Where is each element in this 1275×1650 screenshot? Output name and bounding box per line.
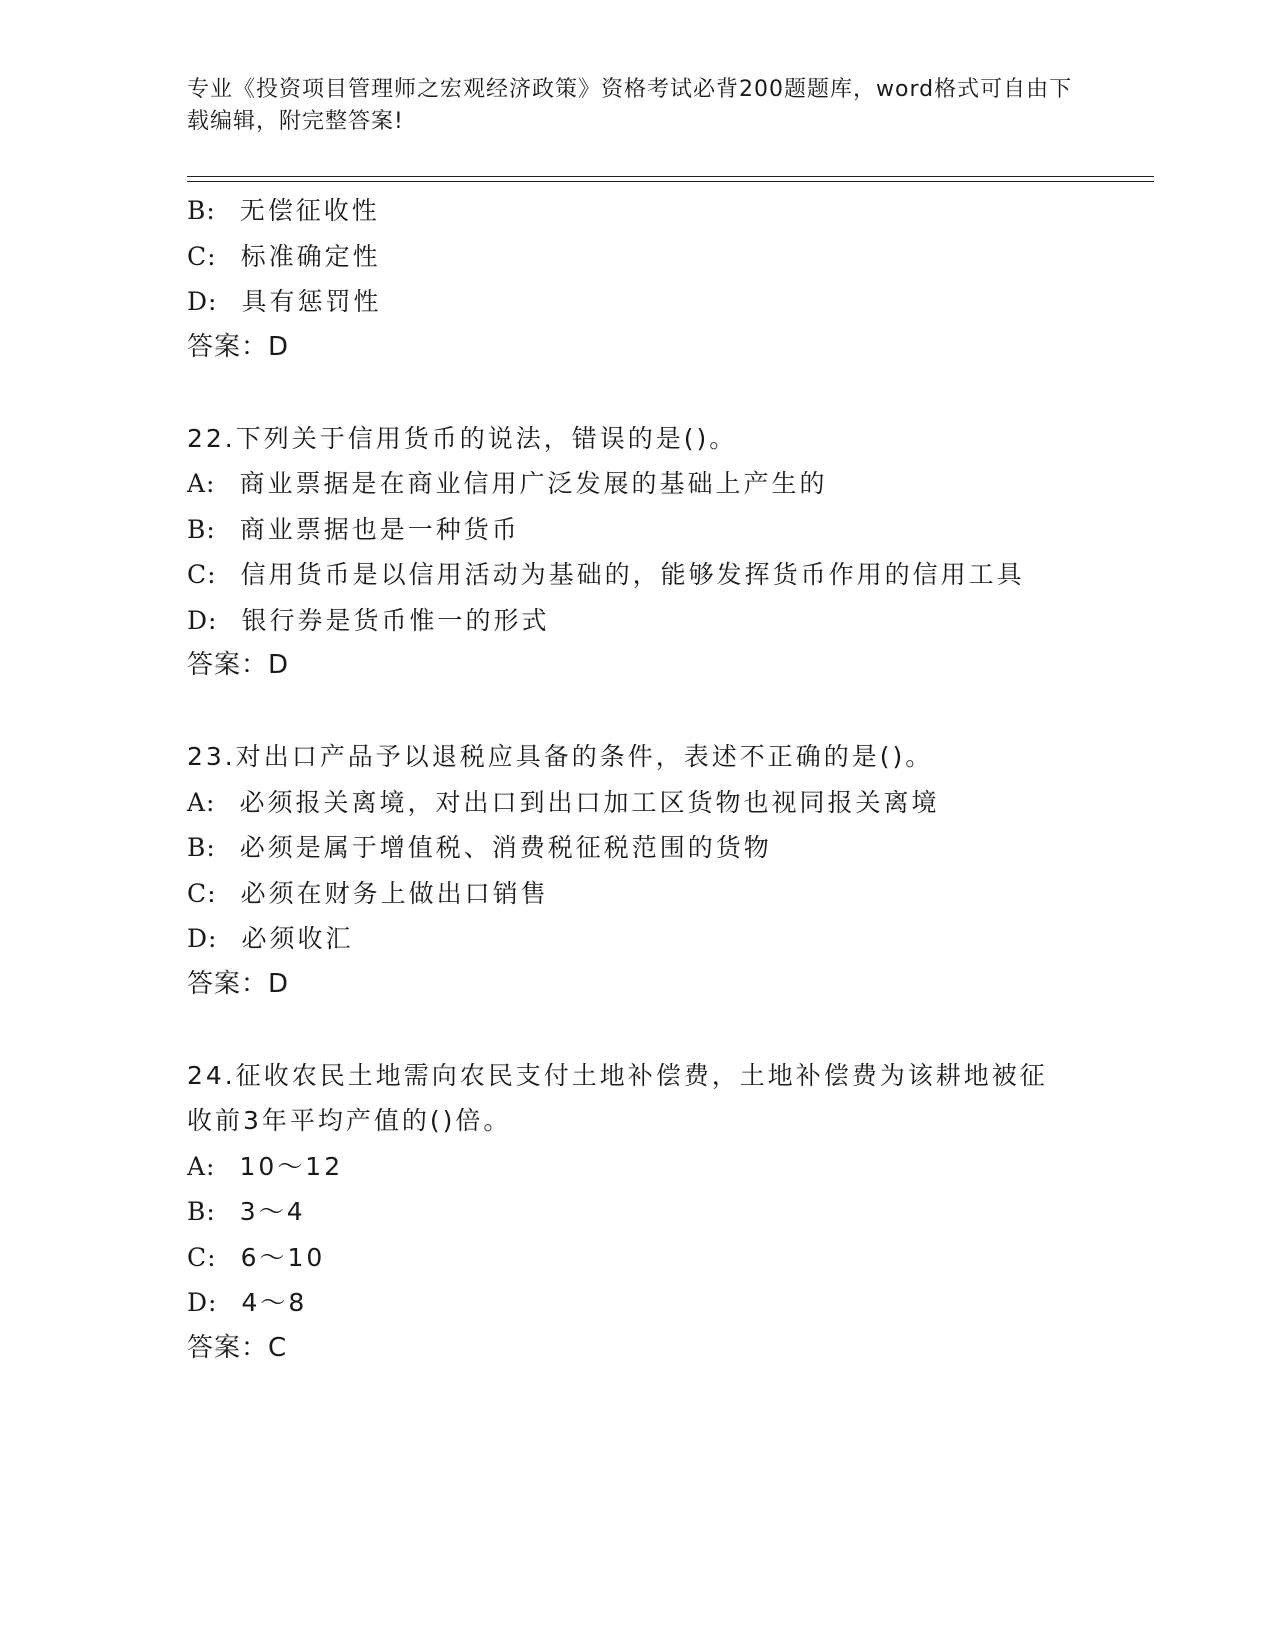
option-text: 具有惩罚性 — [241, 287, 382, 316]
option-key: A: — [187, 469, 216, 498]
option-key: B: — [187, 196, 216, 225]
option-d — [187, 279, 1187, 325]
option-key: B: — [187, 833, 216, 862]
question-stem: 22.下列关于信用货币的说法，错误的是()。 — [187, 423, 738, 453]
option-a — [187, 780, 1187, 826]
option-key: D: — [187, 605, 218, 635]
option-c — [187, 552, 1187, 598]
answer-line: 答案：D — [187, 650, 290, 680]
question-23 — [187, 734, 1187, 1007]
document-header: 专业《投资项目管理师之宏观经济政策》资格考试必背200题题库，word格式可自由下载编辑，附完整答案! — [187, 77, 1073, 134]
option-b — [187, 188, 1187, 234]
option-key: D: — [187, 287, 218, 316]
option-key: A: — [187, 1151, 216, 1181]
question-stem: 24.征收农民土地需向农民支付土地补偿费，土地补偿费为该耕地被征收前3年平均产值的()倍。 — [187, 1060, 1048, 1135]
option-text: 4～8 — [241, 1288, 308, 1317]
option-text: 商业票据也是一种货币 — [239, 514, 520, 544]
option-key: C: — [187, 1242, 217, 1272]
question-24 — [187, 1053, 1187, 1372]
question-stem: 23.对出口产品予以退税应具备的条件，表述不正确的是()。 — [187, 742, 934, 771]
option-text: 商业票据是在商业信用广泛发展的基础上产生的 — [239, 469, 828, 498]
option-key: A: — [187, 787, 216, 817]
option-key: B: — [187, 1197, 216, 1226]
option-key: B: — [187, 514, 216, 544]
option-text: 银行券是货币惟一的形式 — [241, 605, 550, 635]
option-c — [187, 234, 1187, 280]
header-rule-bottom — [187, 181, 1154, 182]
answer-line: 答案：D — [187, 968, 290, 999]
question-21 — [187, 188, 1187, 370]
option-text: 必须在财务上做出口销售 — [240, 878, 549, 908]
option-d — [187, 916, 1187, 962]
option-d — [187, 598, 1187, 644]
option-text: 10～12 — [239, 1151, 344, 1181]
option-text: 3～4 — [239, 1197, 306, 1226]
option-b — [187, 1189, 1187, 1235]
option-text: 6～10 — [240, 1242, 326, 1272]
option-d — [187, 1280, 1187, 1326]
option-text: 无偿征收性 — [239, 196, 380, 225]
option-key: D: — [187, 1288, 218, 1317]
answer-line: 答案：C — [187, 1332, 288, 1363]
option-text: 必须报关离境，对出口到出口加工区货物也视同报关离境 — [239, 787, 940, 817]
option-c — [187, 871, 1187, 917]
option-text: 必须是属于增值税、消费税征税范围的货物 — [239, 833, 772, 862]
option-a — [187, 1144, 1187, 1190]
option-a — [187, 461, 1187, 507]
option-key: D: — [187, 924, 218, 953]
option-c — [187, 1235, 1187, 1281]
option-key: C: — [187, 878, 217, 908]
option-key: C: — [187, 560, 217, 589]
answer-line: 答案：D — [187, 331, 290, 362]
option-b — [187, 825, 1187, 871]
option-text: 信用货币是以信用活动为基础的，能够发挥货币作用的信用工具 — [240, 560, 1025, 589]
option-b — [187, 507, 1187, 553]
option-text: 必须收汇 — [241, 924, 354, 953]
option-key: C: — [187, 241, 217, 271]
option-text: 标准确定性 — [240, 241, 381, 271]
header-rule-top — [187, 176, 1154, 177]
question-list — [187, 188, 1187, 1371]
question-22 — [187, 416, 1187, 689]
